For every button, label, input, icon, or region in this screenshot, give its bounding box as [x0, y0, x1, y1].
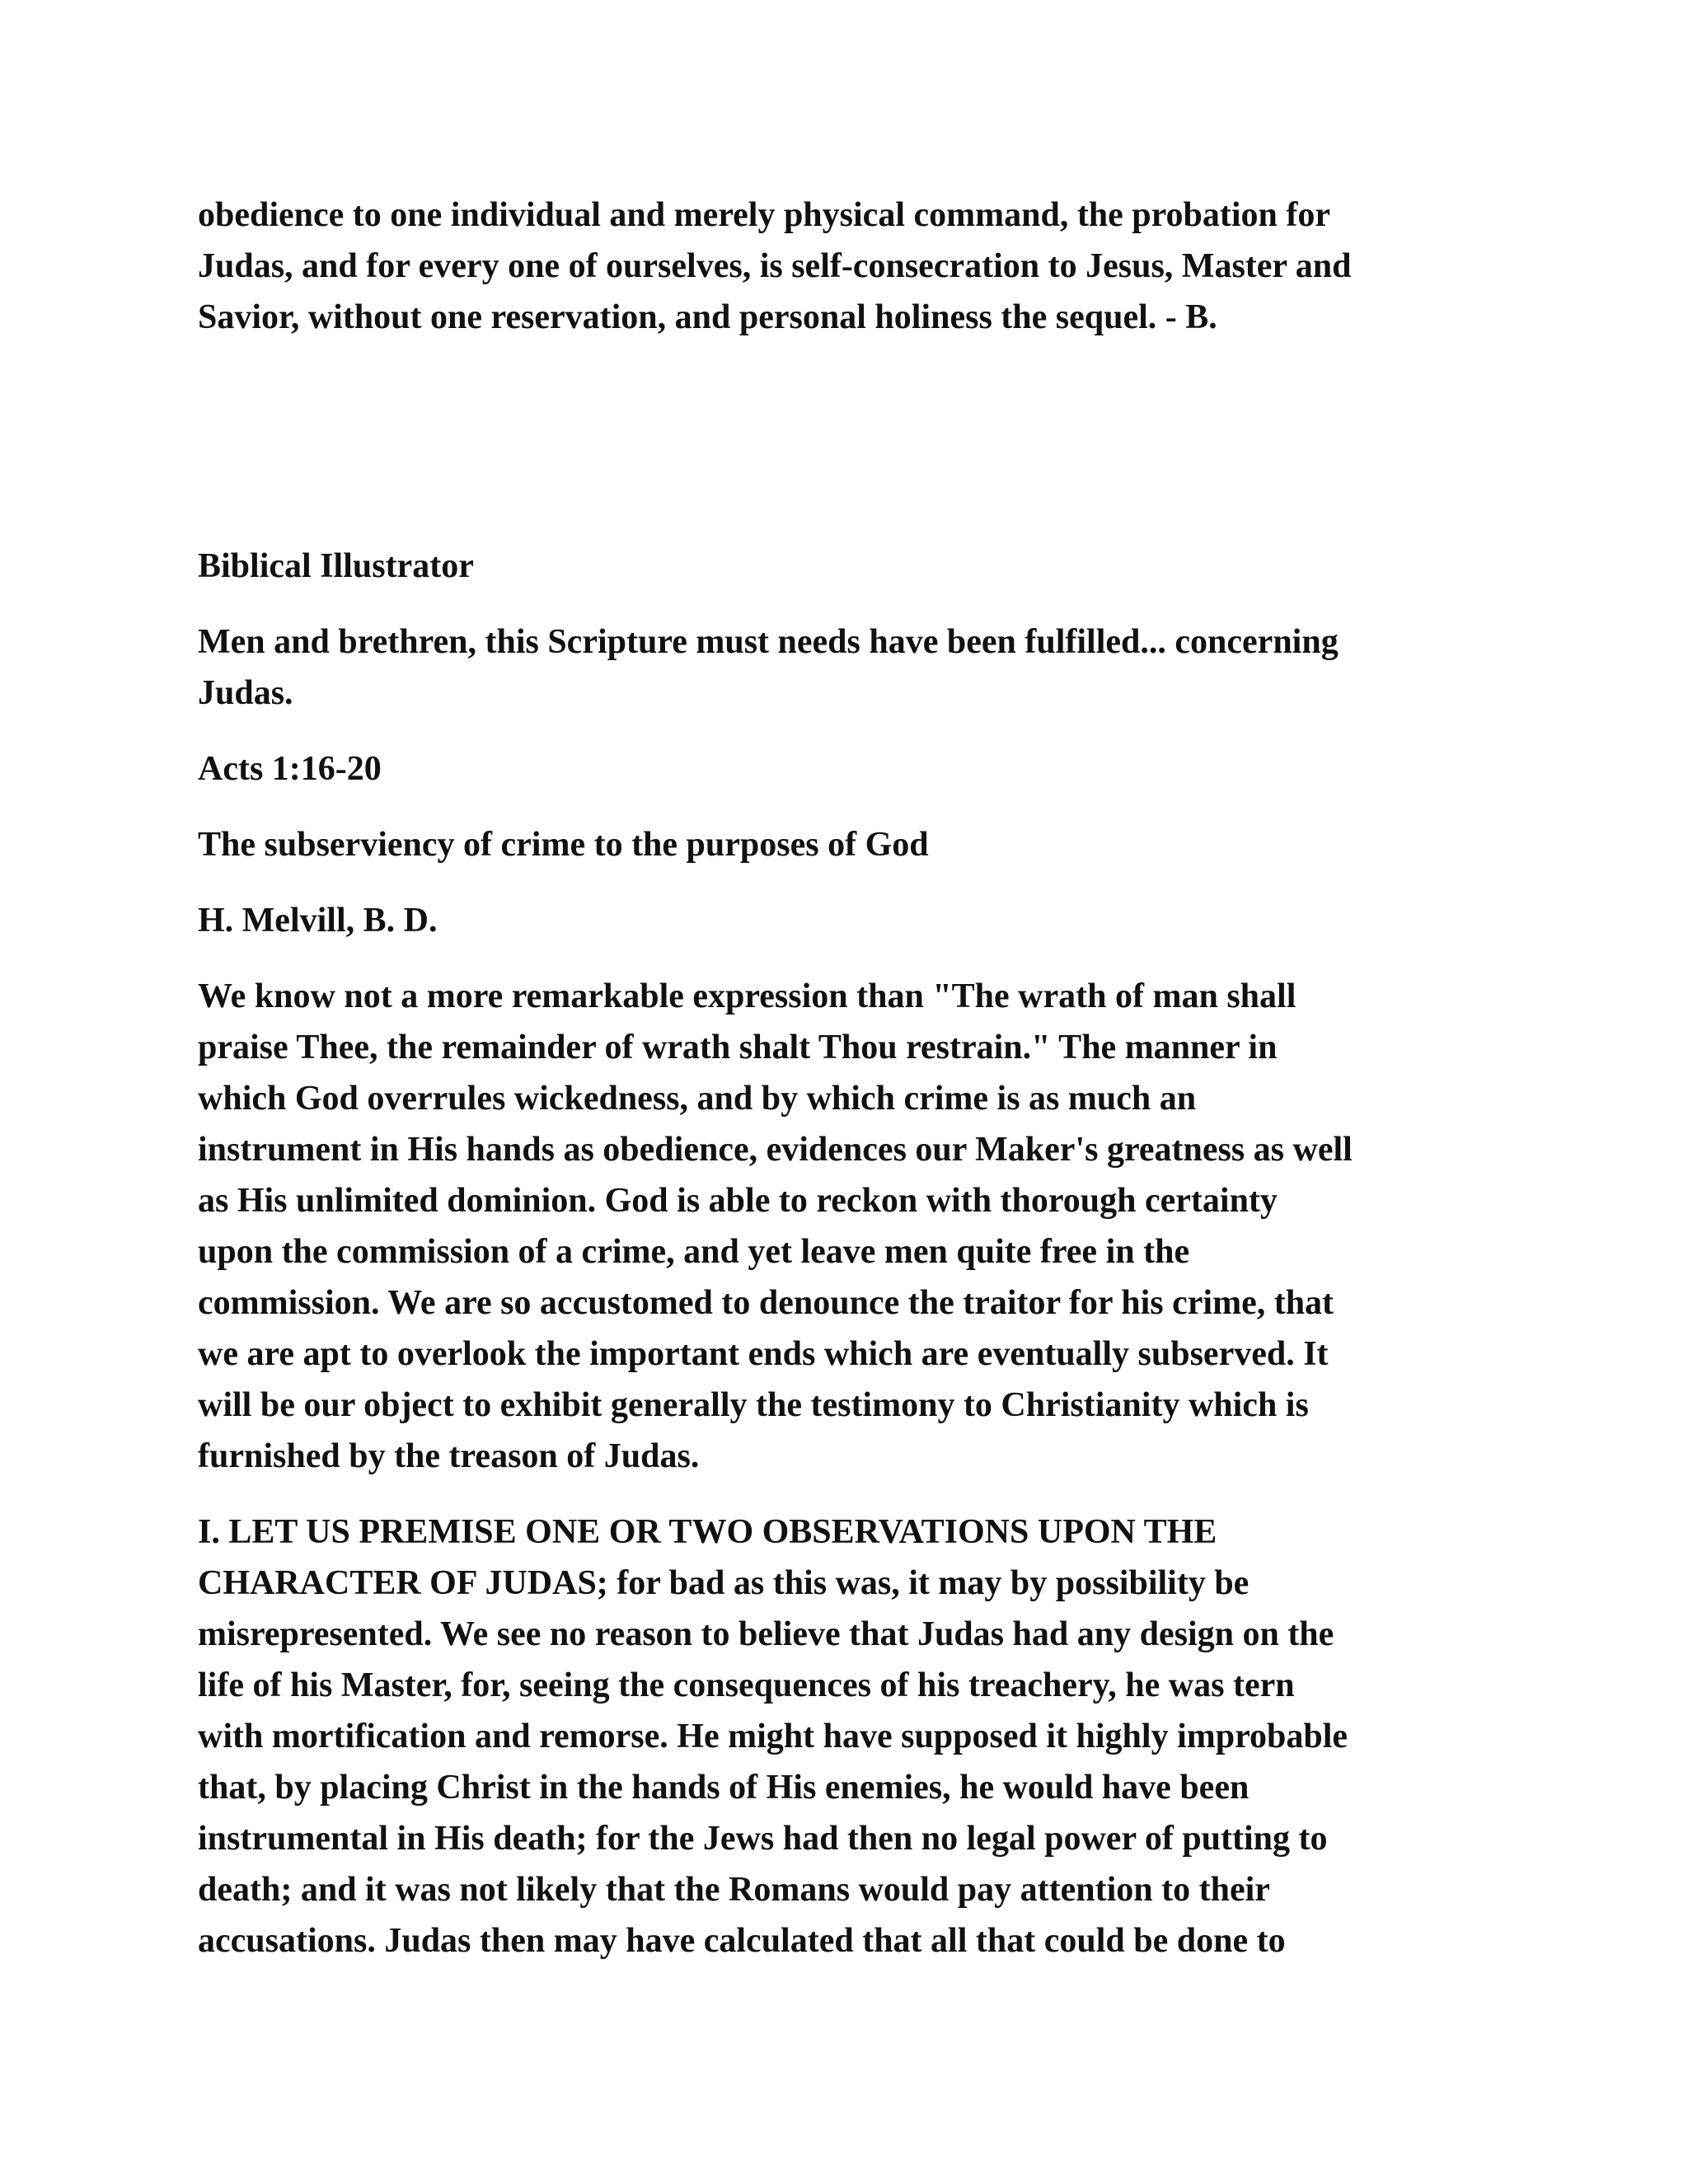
author: H. Melvill, B. D. [198, 902, 438, 940]
text-line: CHARACTER OF JUDAS; for bad as this was, it may by possibility be [198, 1564, 1250, 1602]
text-line: instrument in His hands as obedience, evidences our Maker's greatness as well [198, 1131, 1353, 1169]
text-line: obedience to one individual and merely physical command, the probation for [198, 196, 1331, 234]
verse-quote [198, 616, 1484, 719]
text-line: We know not a more remarkable expression than "The wrath of man shall [198, 977, 1296, 1015]
text-line: with mortification and remorse. He might have supposed it highly improbable [198, 1718, 1348, 1755]
spacer [198, 343, 1484, 541]
paragraph-2 [198, 1507, 1484, 1966]
text-line: accusations. Judas then may have calculated that all that could be done to [198, 1922, 1286, 1960]
text-line: instrumental in His death; for the Jews had then no legal power of putting to [198, 1820, 1328, 1858]
text-line: praise Thee, the remainder of wrath shalt Thou restrain." The manner in [198, 1029, 1278, 1066]
text-line: Judas, and for every one of ourselves, is self-consecration to Jesus, Master and [198, 247, 1352, 285]
text-line: which God overrules wickedness, and by which crime is as much an [198, 1080, 1197, 1118]
spacer [198, 870, 1484, 895]
text-line: that, by placing Christ in the hands of His enemies, he would have been [198, 1769, 1250, 1807]
spacer [198, 719, 1484, 743]
text-line: Men and brethren, this Scripture must needs have been fulfilled... concerning [198, 623, 1339, 661]
text-line: we are apt to overlook the important ends which are eventually subserved. It [198, 1335, 1329, 1373]
text-line: will be our object to exhibit generally the testimony to Christianity which is [198, 1386, 1309, 1424]
text-line: misrepresented. We see no reason to believe that Judas had any design on the [198, 1615, 1334, 1653]
text-line: death; and it was not likely that the Romans would pay attention to their [198, 1871, 1270, 1909]
text-line: furnished by the treason of Judas. [198, 1437, 700, 1475]
article-title: The subserviency of crime to the purposes of God [198, 826, 929, 864]
intro-paragraph [198, 190, 1484, 343]
document-page [198, 190, 1484, 1966]
spacer [198, 946, 1484, 971]
text-line: life of his Master, for, seeing the consequences of his treachery, he was tern [198, 1666, 1295, 1704]
text-line: upon the commission of a crime, and yet leave men quite free in the [198, 1233, 1190, 1271]
verse-reference: Acts 1:16-20 [198, 750, 382, 788]
text-line: Savior, without one reservation, and personal holiness the sequel. - B. [198, 298, 1217, 336]
text-line: Judas. [198, 674, 293, 712]
text-line: as His unlimited dominion. God is able to reckon with thorough certainty [198, 1182, 1278, 1220]
paragraph-1 [198, 971, 1484, 1482]
spacer [198, 794, 1484, 819]
spacer [198, 1482, 1484, 1507]
text-line: I. LET US PREMISE ONE OR TWO OBSERVATIONS UPON THE [198, 1513, 1217, 1551]
text-line: commission. We are so accustomed to denounce the traitor for his crime, that [198, 1284, 1334, 1322]
section-heading: Biblical Illustrator [198, 547, 474, 585]
spacer [198, 592, 1484, 616]
